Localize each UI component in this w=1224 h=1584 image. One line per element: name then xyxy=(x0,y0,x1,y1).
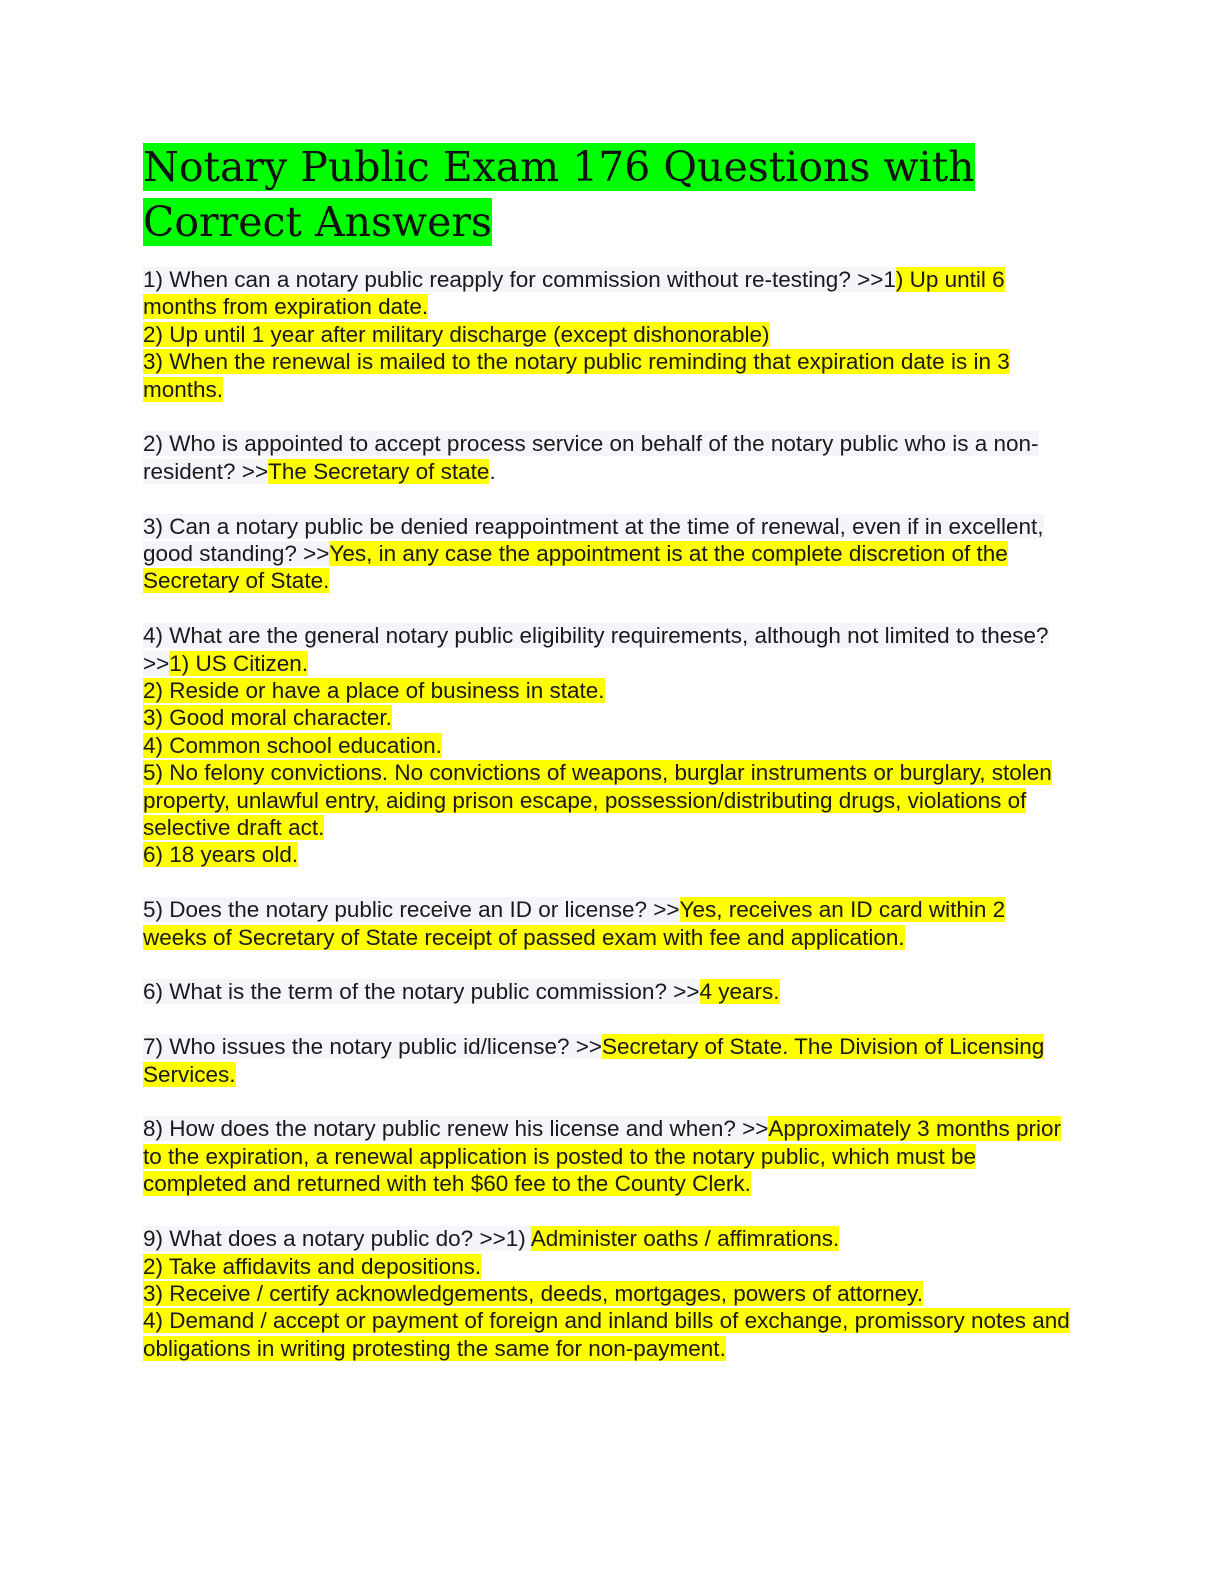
qa-item xyxy=(143,896,1073,951)
qa-item xyxy=(143,430,1073,485)
document-page xyxy=(143,140,1073,1390)
qa-item xyxy=(143,1225,1073,1362)
title-highlight: Notary Public Exam 176 Questions with Correct Answers xyxy=(143,143,975,246)
answer-text: 4) Common school education. xyxy=(143,732,442,758)
qa-item xyxy=(143,513,1073,595)
answer-text: 2) Take affidavits and depositions. xyxy=(143,1253,482,1279)
answer-text: 6) 18 years old. xyxy=(143,842,299,868)
qa-item xyxy=(143,978,1073,1005)
qa-item xyxy=(143,622,1073,869)
question-text: 3) Can a notary public be denied reappointment at the time of renewal, even if in excellent, good standing? >> xyxy=(143,513,1044,567)
answer-text: Yes, in any case the appointment is at the complete discretion of the Secretary of State. xyxy=(143,541,1008,594)
answer-text: 4) Demand / accept or payment of foreign and inland bills of exchange, promissory notes and obligations in writing protesting the same for non-payment. xyxy=(143,1308,1070,1361)
answer-text: Approximately 3 months prior to the expiration, a renewal application is posted to the notary public, which must be completed and returned with teh $60 fee to the County Clerk. xyxy=(143,1116,1061,1197)
answer-text: 2) Reside or have a place of business in state. xyxy=(143,678,605,704)
answer-text: 5) No felony convictions. No convictions of weapons, burglar instruments or burglary, stolen property, unlawful entry, aiding prison escape, possession/distributing drugs, violations of selective draft act. xyxy=(143,760,1052,841)
answer-text: 3) Receive / certify acknowledgements, deeds, mortgages, powers of attorney. xyxy=(143,1280,923,1306)
question-text: 4) What are the general notary public eligibility requirements, although not limited to these? >> xyxy=(143,623,1049,676)
question-text: 7) Who issues the notary public id/license? >> xyxy=(143,1034,602,1060)
answer-text: Secretary of State. The Division of Licensing Services. xyxy=(143,1034,1045,1087)
question-text: 8) How does the notary public renew his license and when? >> xyxy=(143,1116,769,1142)
answer-text: 4 years. xyxy=(699,979,780,1005)
qa-list xyxy=(143,266,1073,1362)
answer-text: 3) Good moral character. xyxy=(143,705,392,731)
question-text: 9) What does a notary public do? >>1) xyxy=(143,1226,531,1252)
answer-text: ) Up until 6 months from expiration date. xyxy=(143,267,1005,320)
document-title xyxy=(143,140,1073,250)
qa-item xyxy=(143,266,1073,403)
answer-text: The Secretary of state xyxy=(268,458,490,484)
question-text: 2) Who is appointed to accept process service on behalf of the notary public who is a non-resident? >> xyxy=(143,431,1039,484)
answer-text: 1) US Citizen. xyxy=(169,650,309,676)
answer-tail: . xyxy=(489,458,496,484)
answer-text: 3) When the renewal is mailed to the notary public reminding that expiration date is in 3 months. xyxy=(143,349,1010,402)
question-text: 1) When can a notary public reapply for commission without re-testing? >>1 xyxy=(143,267,896,292)
qa-item xyxy=(143,1033,1073,1088)
answer-text: 2) Up until 1 year after military discharge (except dishonorable) xyxy=(143,321,770,347)
question-text: 5) Does the notary public receive an ID or license? >> xyxy=(143,897,680,923)
qa-item xyxy=(143,1115,1073,1197)
answer-text: Yes, receives an ID card within 2 weeks of Secretary of State receipt of passed exam with fee and application. xyxy=(143,897,1006,950)
answer-text: Administer oaths / affimrations. xyxy=(530,1226,840,1252)
question-text: 6) What is the term of the notary public commission? >> xyxy=(143,979,700,1005)
